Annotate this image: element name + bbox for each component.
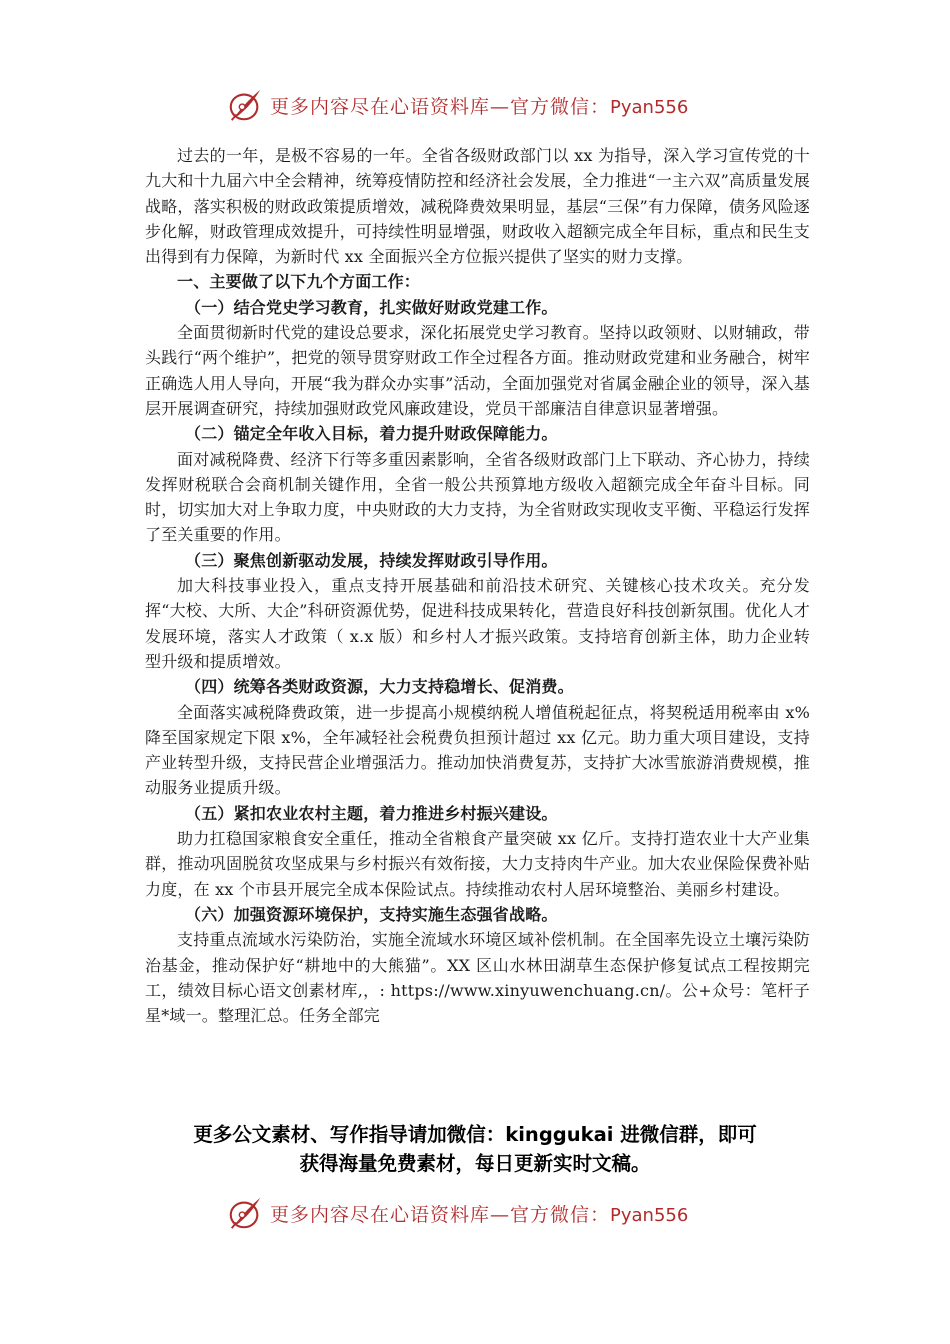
banner-wechat-id: Pyan556 — [610, 1204, 689, 1226]
quill-logo-icon — [226, 1194, 264, 1232]
quill-logo-icon — [226, 86, 264, 124]
subsection-heading-2: （二）锚定全年收入目标，着力提升财政保障能力。 — [185, 424, 558, 444]
banner-text: 更多内容尽在心语资料库—官方微信：Pyan556 — [270, 1203, 689, 1226]
paragraph-4: 全面落实减税降费政策，进一步提高小规模纳税人增值税起征点，将契税适用税率由 x%降至国家规定下限 x%，全年减轻社会税费负担预计超过 xx 亿元。助力重大项目建设，支持产业转型升级，支持民营企业增强活力。推动加快消费复苏，支持扩大冰雪旅游消费规模，推动服务业提质升级。 — [145, 702, 810, 798]
subsection-heading-4: （四）统筹各类财政资源，大力支持稳增长、促消费。 — [185, 677, 574, 697]
paragraph-3: 加大科技事业投入，重点支持开展基础和前沿技术研究、关键核心技术攻关。充分发挥“大校、大所、大企”科研资源优势，促进科技成果转化，营造良好科技创新氛围。优化人才发展环境，落实人才政策（ x.x 版）和乡村人才振兴政策。支持培育创新主体，助力企业转型升级和提质增效。 — [145, 576, 810, 671]
banner-text: 更多内容尽在心语资料库—官方微信：Pyan556 — [270, 95, 689, 118]
subsection-heading-6: （六）加强资源环境保护，支持实施生态强省战略。 — [185, 904, 558, 924]
paragraph-5: 助力扛稳国家粮食安全重任，推动全省粮食产量突破 xx 亿斤。支持打造农业十大产业集群，推动巩固脱贫攻坚成果与乡村振兴有效衔接，大力支持肉牛产业。加大农业保险保费补贴力度，在 xx 个市县开展完全成本保险试点。持续推动农村人居环境整治、美丽乡村建设。 — [145, 829, 810, 899]
banner-wechat-id: Pyan556 — [610, 96, 689, 118]
paragraph-6: 支持重点流域水污染防治，实施全流域水环境区域补偿机制。在全国率先设立土壤污染防治基金，推动保护好“耕地中的大熊猫”。XX 区山水林田湖草生态保护修复试点工程按期完工，绩效目标心语文创素材库,，: https://www.xinyuwenchuang.cn/。公+众号：笔杆子星*域一。整理汇总。任务全部完 — [145, 930, 810, 1026]
promo-notice — [120, 1120, 830, 1178]
subsection-heading-5: （五）紧扣农业农村主题，着力推进乡村振兴建设。 — [185, 803, 558, 823]
paragraph-2: 面对减税降费、经济下行等多重因素影响，全省各级财政部门上下联动、齐心协力，持续发挥财税联合会商机制关键作用，全省一般公共预算地方级收入超额完成全年奋斗目标。同时，切实加大对上争取力度，中央财政的大力支持，为全省财政实现收支平衡、平稳运行发挥了至关重要的作用。 — [145, 449, 810, 545]
promo-line-2: 获得海量免费素材，每日更新实时文稿。 — [299, 1152, 651, 1175]
subsection-heading-1: （一）结合党史学习教育，扎实做好财政党建工作。 — [185, 297, 558, 317]
intro-paragraph: 过去的一年，是极不容易的一年。全省各级财政部门以 xx 为指导，深入学习宣传党的十九大和十九届六中全会精神，统筹疫情防控和经济社会发展，全力推进“一主六双”高质量发展战略，落实积极的财政政策提质增效，减税降费效果明显，基层“三保”有力保障，债务风险逐步化解，财政管理成效提升，可持续性明显增强，财政收入超额完成全年目标，重点和民生支出得到有力保障，为新时代 xx 全面振兴全方位振兴提供了坚实的财力支撑。 — [145, 146, 810, 267]
paragraph-1: 全面贯彻新时代党的建设总要求，深化拓展党史学习教育。坚持以政领财、以财辅政，带头践行“两个维护”，把党的领导贯穿财政工作全过程各方面。推动财政党建和业务融合，树牢正确选人用人导向，开展“我为群众办实事”活动，全面加强党对省属金融企业的领导，深入基层开展调查研究，持续加强财政党风廉政建设，党员干部廉洁自律意识显著增强。 — [145, 323, 810, 418]
section-heading-main: 一、主要做了以下九个方面工作： — [177, 272, 421, 292]
subsection-heading-3: （三）聚焦创新驱动发展，持续发挥财政引导作用。 — [185, 550, 558, 570]
promo-line-1: 更多公文素材、写作指导请加微信：kinggukai 进微信群，即可 — [193, 1123, 757, 1146]
header-banner — [0, 85, 950, 125]
footer-banner — [0, 1193, 950, 1233]
document-body — [145, 143, 810, 1028]
